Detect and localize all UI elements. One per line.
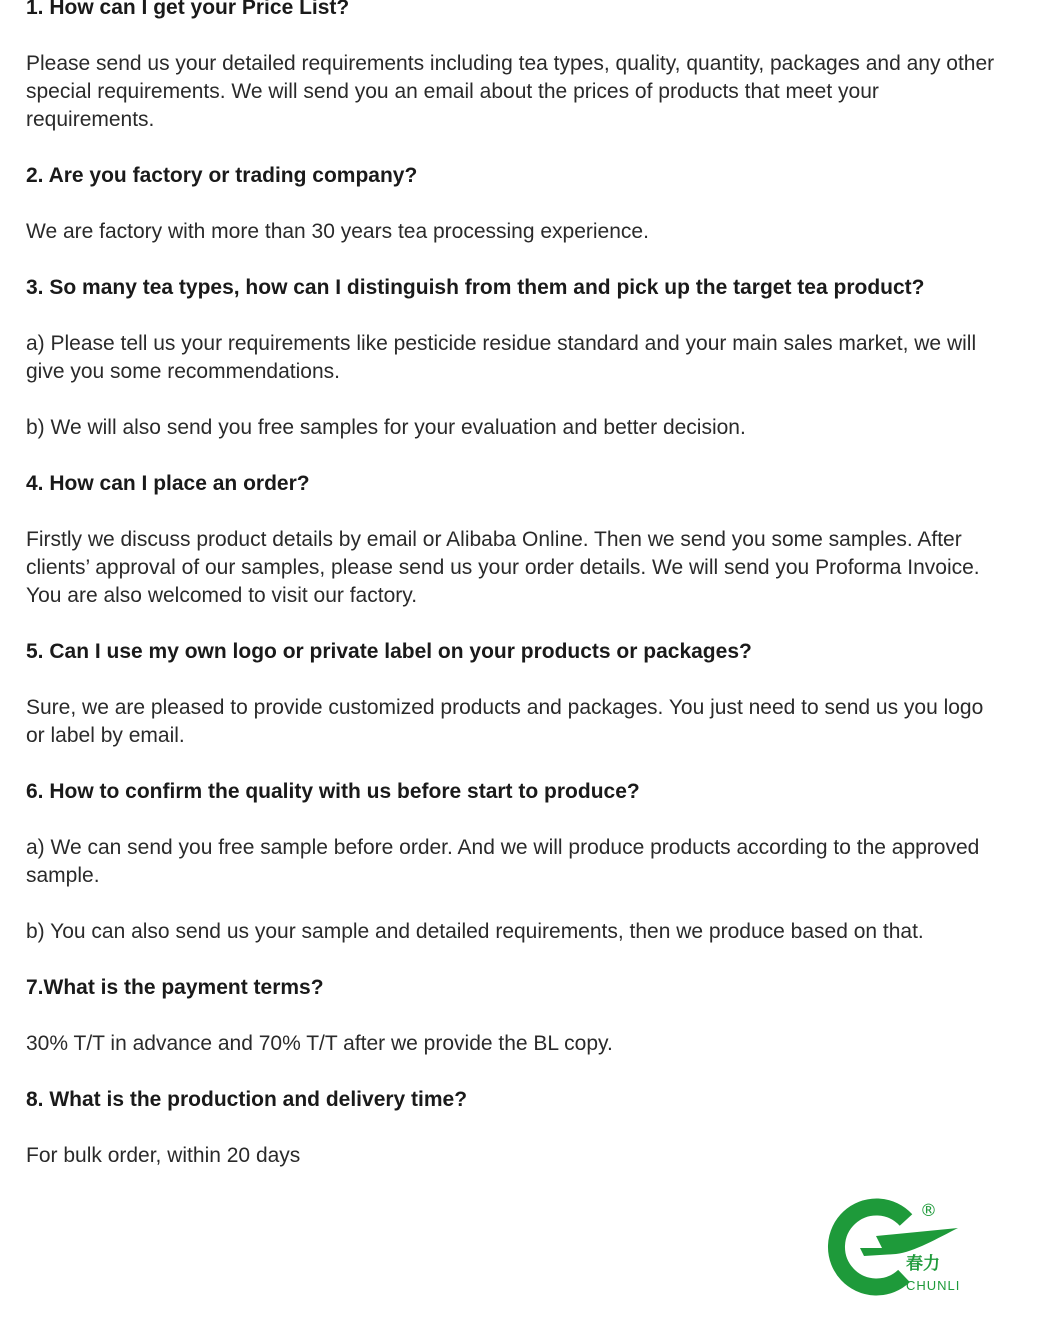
logo-leaf-icon — [860, 1228, 958, 1256]
answer-8: For bulk order, within 20 days — [26, 1144, 301, 1167]
answer-6a: a) We can send you free sample before order. And we will produce products according to the approved sample. — [26, 836, 980, 887]
question-4: 4. How can I place an order? — [26, 472, 310, 495]
question-7: 7.What is the payment terms? — [26, 976, 324, 999]
answer-6b: b) You can also send us your sample and detailed requirements, then we produce based on that. — [26, 920, 924, 943]
question-8: 8. What is the production and delivery time? — [26, 1088, 468, 1111]
logo-chinese-name: 春力 — [906, 1254, 940, 1274]
question-5: 5. Can I use my own logo or private label on your products or packages? — [26, 640, 752, 663]
faq-section — [26, 0, 1001, 1198]
question-2: 2. Are you factory or trading company? — [26, 164, 418, 187]
logo-registered-mark: ® — [920, 1201, 937, 1221]
logo-brand-name: CHUNLI — [906, 1278, 961, 1293]
answer-7: 30% T/T in advance and 70% T/T after we provide the BL copy. — [26, 1032, 613, 1055]
question-6: 6. How to confirm the quality with us before start to produce? — [26, 780, 640, 803]
question-3: 3. So many tea types, how can I distinguish from them and pick up the target tea product? — [26, 276, 925, 299]
answer-5: Sure, we are pleased to provide customized products and packages. You just need to send us you logo or label by email. — [26, 696, 984, 747]
answer-3a: a) Please tell us your requirements like pesticide residue standard and your main sales market, we will give you some recommendations. — [26, 332, 977, 383]
answer-4: Firstly we discuss product details by email or Alibaba Online. Then we send you some samples. After clients’ approval of our samples, please send us your order details. We will send you Proforma Invoice. You are also welcomed to visit our factory. — [26, 528, 980, 607]
chunli-logo-graphic — [818, 1198, 978, 1298]
answer-1: Please send us your detailed requirements including tea types, quality, quantity, packages and any other special requirements. We will send you an email about the prices of products that meet your requirements. — [26, 52, 995, 131]
chunli-logo — [818, 1198, 978, 1298]
answer-2: We are factory with more than 30 years tea processing experience. — [26, 220, 649, 243]
question-1: 1. How can I get your Price List? — [26, 0, 350, 19]
answer-3b: b) We will also send you free samples for your evaluation and better decision. — [26, 416, 746, 439]
